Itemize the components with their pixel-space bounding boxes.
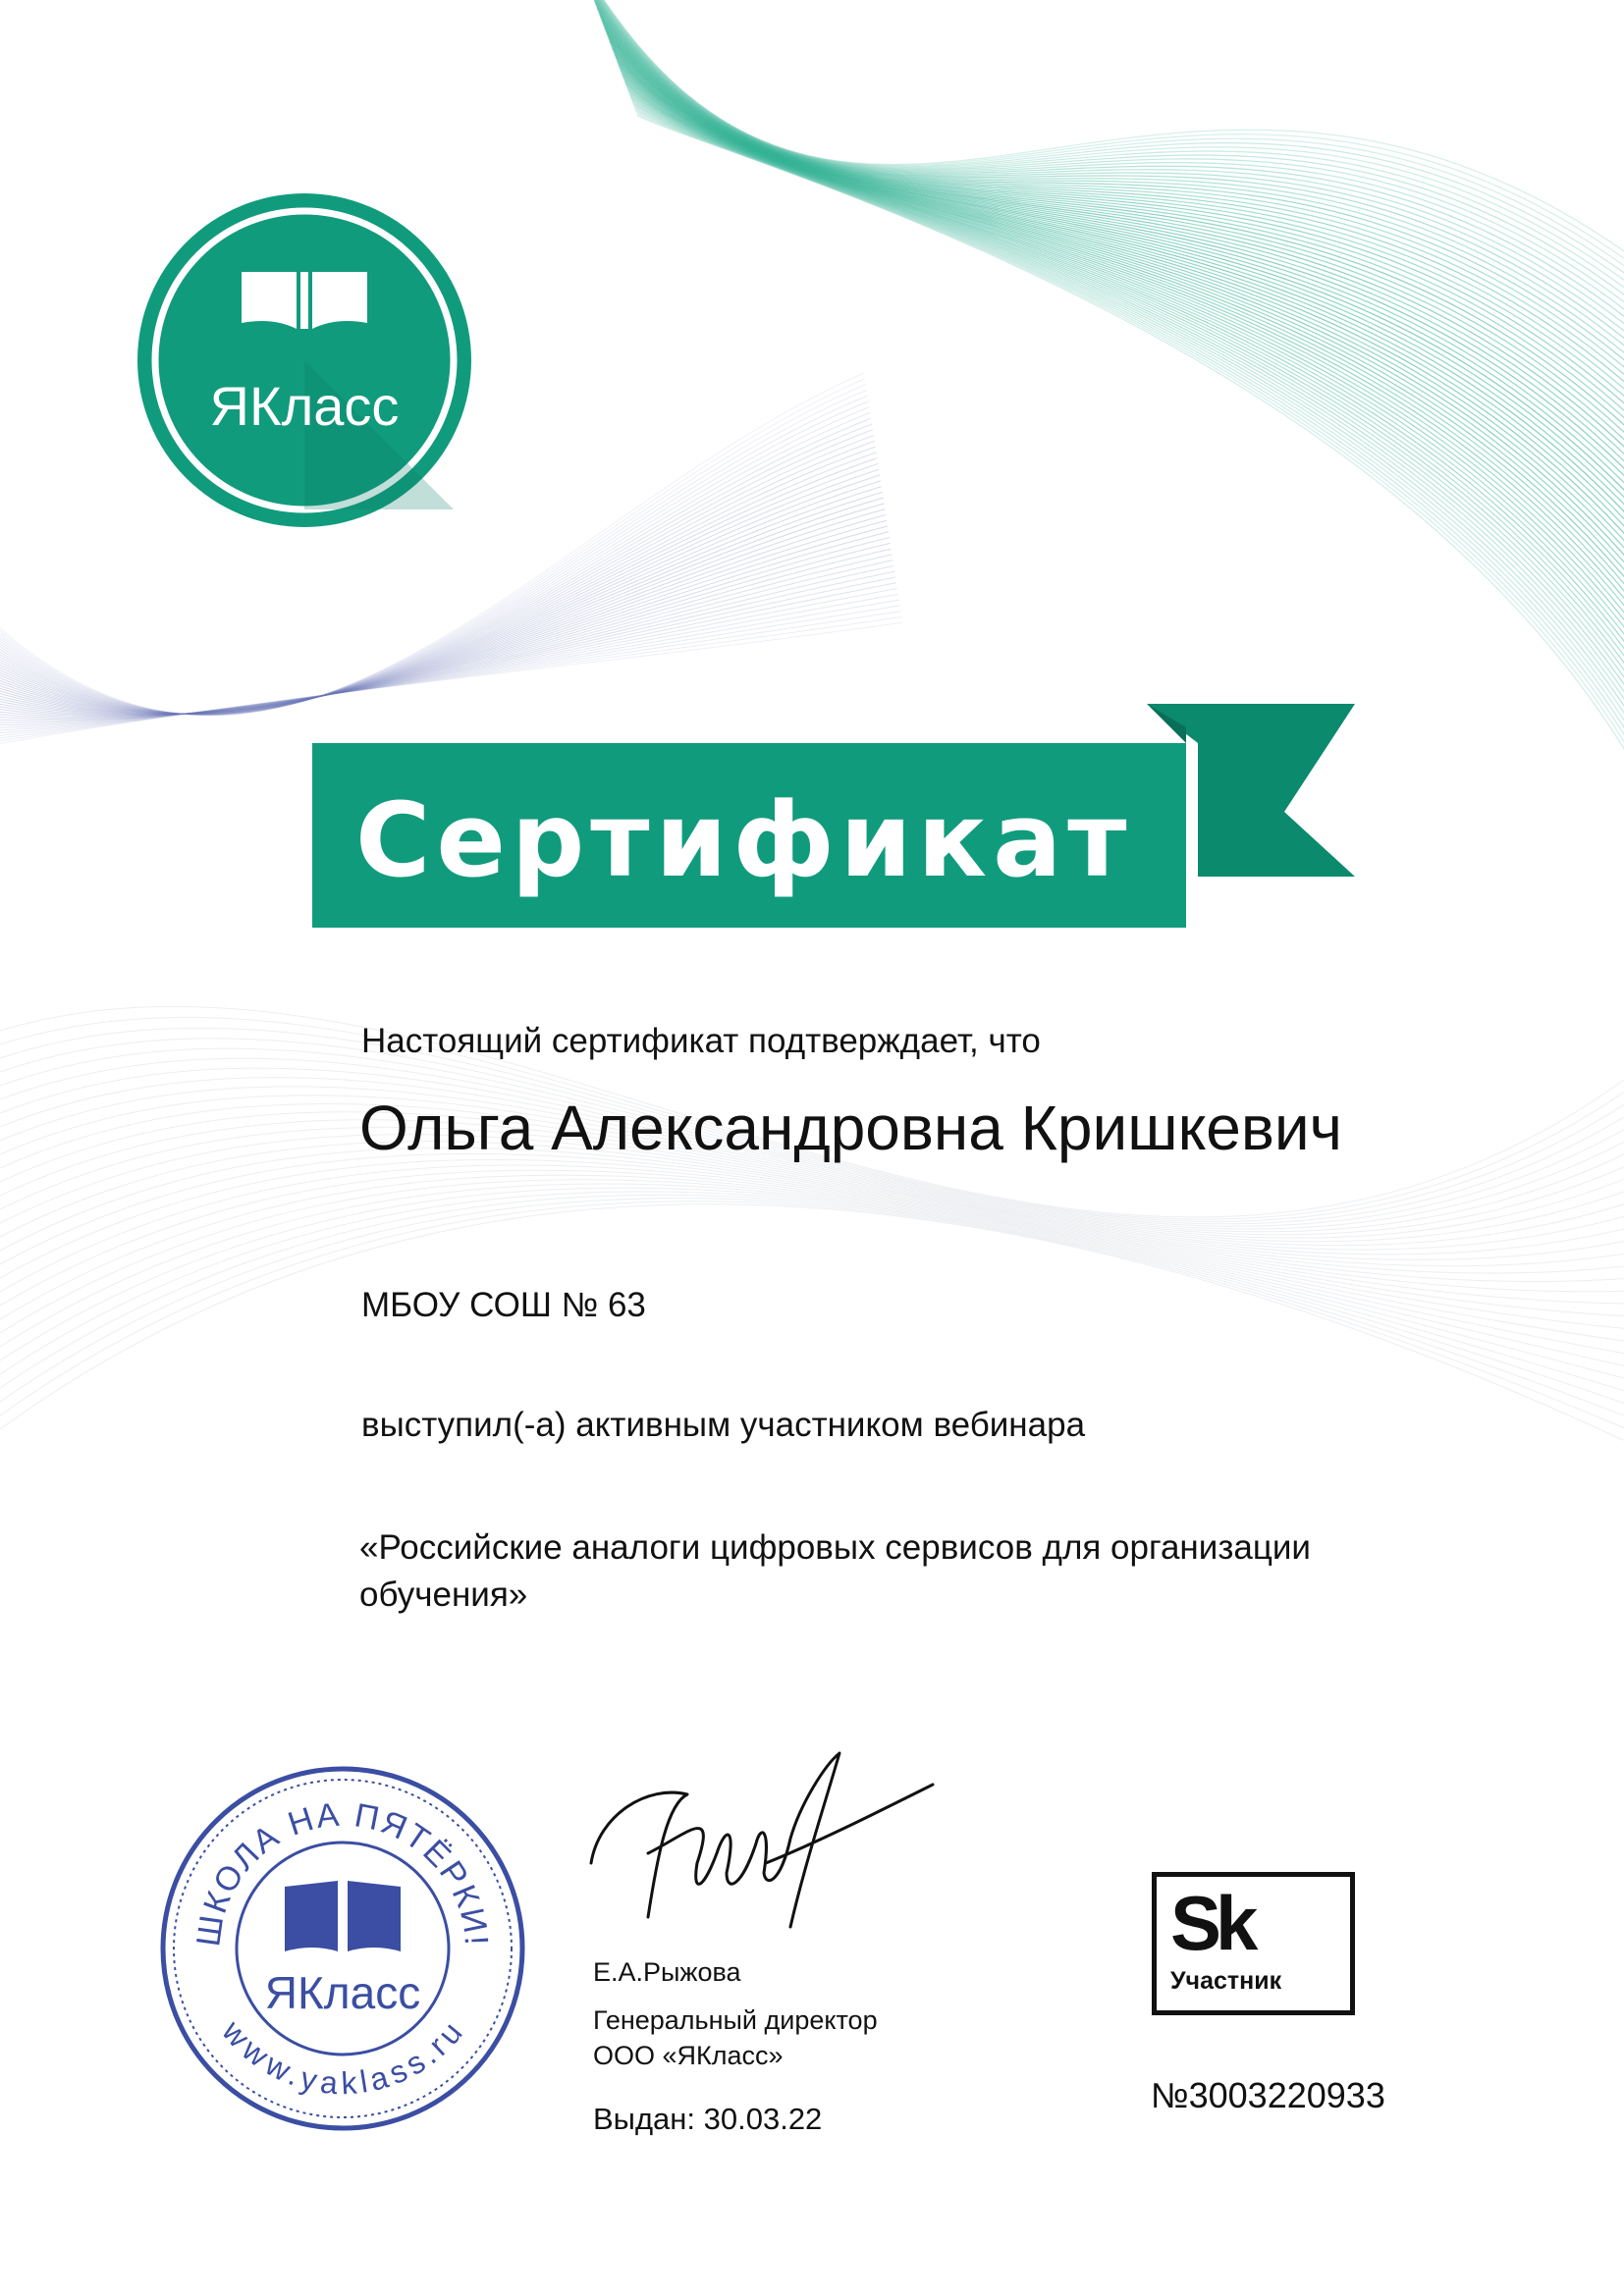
svg-text:www.yaklass.ru (215, 2013, 470, 2102)
signer-position: Генеральный директор (593, 2005, 878, 2035)
recipient-name: Ольга Александровна Кришкевич (359, 1093, 1342, 1163)
signer-company: ООО «ЯКласс» (593, 2041, 784, 2070)
skolkovo-label: Участник (1170, 1967, 1282, 1995)
title-banner (312, 704, 1355, 928)
logo-text: ЯКласс (209, 375, 400, 437)
skolkovo-participant-badge (1152, 1872, 1355, 2015)
seal-top-text: ШКОЛА НА ПЯТЁРКИ! (189, 1795, 496, 1949)
signer-role (593, 2002, 878, 2073)
issue-date: Выдан: 30.03.22 (593, 2102, 823, 2136)
seal-bottom-text: www.yaklass.ru (215, 2013, 470, 2102)
certificate-title: Сертификат (355, 780, 1133, 900)
yaklass-logo (135, 191, 474, 530)
seal-book-icon (285, 1881, 401, 1951)
svg-text:ШКОЛА НА ПЯТЁРКИ! (189, 1796, 495, 1949)
participation-text: выступил(-а) активным участником вебинара (361, 1406, 1086, 1444)
webinar-title: «Российские аналоги цифровых сервисов для организации обучения» (359, 1528, 1311, 1614)
guilloche-faint-lines (0, 1006, 1624, 1440)
open-book-icon (242, 272, 367, 329)
certificate-number: №3003220933 (1151, 2075, 1385, 2115)
school-name: МБОУ СОШ № 63 (361, 1286, 646, 1324)
seal-center-text: ЯКласс (264, 1967, 421, 2018)
signer-name: Е.А.Рыжова (593, 1957, 741, 1987)
skolkovo-mark: Sk (1170, 1880, 1253, 1966)
director-signature (579, 1745, 943, 1932)
company-seal (157, 1763, 528, 2134)
intro-text: Настоящий сертификат подтверждает, что (361, 1022, 1041, 1060)
